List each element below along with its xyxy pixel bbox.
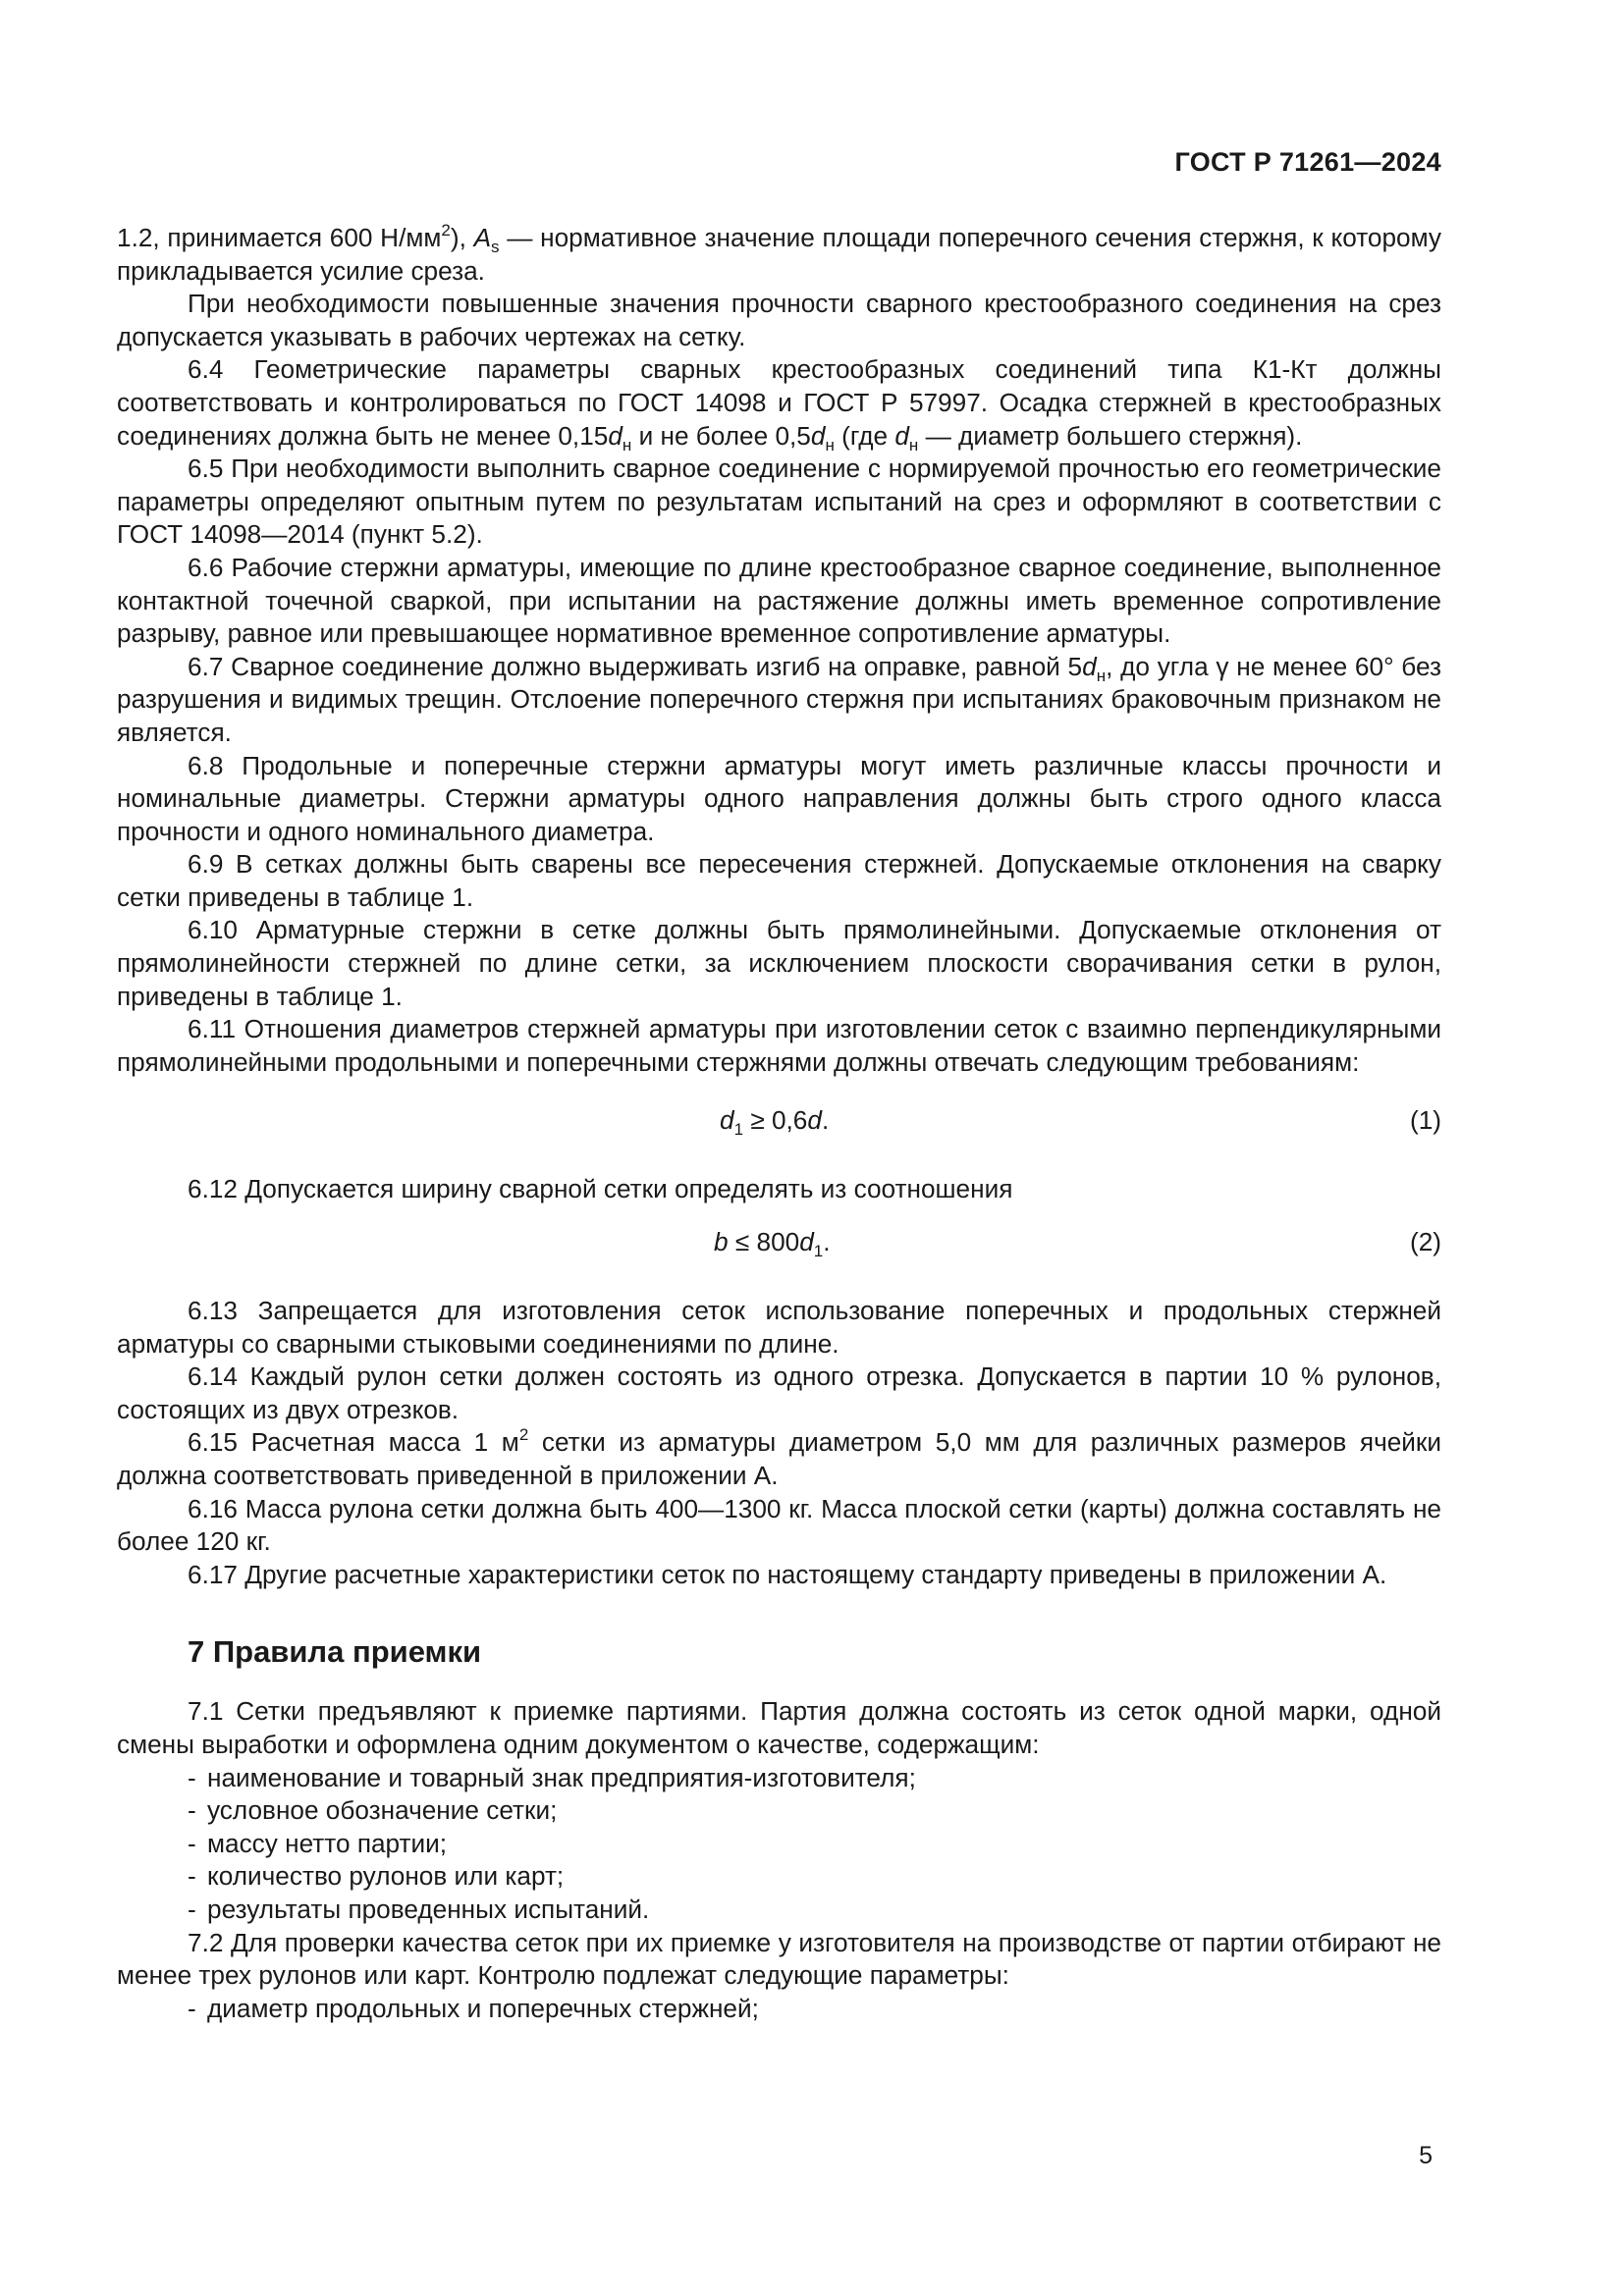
list-item: - результаты проведенных испытаний. — [188, 1894, 650, 1924]
formula-2-expression: $b \le 800d_1$. — [714, 1227, 831, 1261]
list-item: - диаметр продольных и поперечных стержней; — [188, 1993, 759, 2023]
paragraph-6-10: 6.10 Арматурные стержни в сетке должны быть прямолинейными. Допускаемые отклонения от прямолинейности стержней по длине сетки, за исключением плоскости сворачивания сетки в рулон, приведены в таблице 1. — [117, 915, 1441, 1011]
paragraph-7-2: 7.2 Для проверки качества сеток при их приемке у изготовителя на производстве от партии отбирают не менее трех рулонов или карт. Контролю подлежат следующие параметры: — [117, 1927, 1441, 1991]
paragraph-6-4: 6.4 Геометрические параметры сварных крестообразных соединений типа К1-Кт должны соответствовать и контролироваться по ГОСТ 14098 и ГОСТ Р 57997. Осадка стержней в крестообразных соединениях должна быть не менее $0,15d_н$ и не более $0,5d_н$ (где $d_н$ — диаметр большего стержня). — [117, 354, 1441, 454]
paragraph-6-12: 6.12 Допускается ширину сварной сетки определять из соотношения — [188, 1174, 1013, 1204]
paragraph-6-8: 6.8 Продольные и поперечные стержни арматуры могут иметь различные классы прочности и номинальные диаметры. Стержни арматуры одного направления должны быть строго одного класса прочности и одного номинального диаметра. — [117, 750, 1441, 846]
document-code-header: ГОСТ Р 71261—2024 — [1174, 147, 1441, 177]
list-item: - наименование и товарный знак предприятия-изготовителя; — [188, 1762, 916, 1792]
formula-1 — [117, 1104, 1441, 1138]
paragraph-6-17: 6.17 Другие расчетные характеристики сеток по настоящему стандарту приведены в приложении А. — [188, 1559, 1387, 1589]
list-item: - массу нетто партии; — [188, 1828, 448, 1858]
paragraph-continuation: 1.2, принимается 600 $Н/мм^2$), $A_s$ — нормативное значение площади поперечного сечения стержня, к которому прикладывается усилие среза. — [117, 221, 1441, 286]
formula-2 — [117, 1226, 1441, 1259]
formula-2-number: (2) — [1409, 1227, 1441, 1257]
list-item: - условное обозначение сетки; — [188, 1795, 558, 1826]
paragraph-6-11: 6.11 Отношения диаметров стержней арматуры при изготовлении сеток с взаимно перпендикулярными прямолинейными продольными и поперечными стержнями должны отвечать следующим требованиям: — [117, 1014, 1441, 1077]
paragraph-6-7: 6.7 Сварное соединение должно выдерживать изгиб на оправке, равной $5d_н$, до угла γ не менее 60° без разрушения и видимых трещин. Отслоение поперечного стержня при испытаниях браковочным признаком не является. — [117, 651, 1441, 747]
paragraph-6-15: 6.15 Расчетная масса 1 $м^2$ сетки из арматуры диаметром 5,0 мм для различных размеров ячейки должна соответствовать приведенной в приложении А. — [117, 1425, 1441, 1490]
paragraph-7-1: 7.1 Сетки предъявляют к приемке партиями. Партия должна состоять из сеток одной марки, одной смены выработки и оформлена одним документом о качестве, содержащим: — [117, 1696, 1441, 1759]
list-item: - количество рулонов или карт; — [188, 1861, 565, 1892]
paragraph-6-13: 6.13 Запрещается для изготовления сеток использование поперечных и продольных стержней арматуры со сварными стыковыми соединениями по длине. — [117, 1296, 1441, 1359]
paragraph-shear-strength: При необходимости повышенные значения прочности сварного крестообразного соединения на срез допускается указывать в рабочих чертежах на сетку. — [117, 289, 1441, 351]
formula-1-number: (1) — [1409, 1105, 1441, 1136]
page-number: 5 — [1419, 2142, 1433, 2169]
list-7-2 — [117, 1993, 1441, 2026]
section-7-title: 7 Правила приемки — [188, 1634, 482, 1670]
list-7-1 — [117, 1762, 1441, 1927]
page-content — [117, 222, 1441, 2025]
paragraph-6-6: 6.6 Рабочие стержни арматуры, имеющие по длине крестообразное сварное соединение, выполненное контактной точечной сваркой, при испытании на растяжение должны иметь временное сопротивление разрыву, равное или превышающее нормативное временное сопротивление арматуры. — [117, 552, 1441, 649]
paragraph-6-5: 6.5 При необходимости выполнить сварное соединение с нормируемой прочностью его геометрические параметры определяют опытным путем по результатам испытаний на срез и оформляют в соответствии с ГОСТ 14098—2014 (пункт 5.2). — [117, 454, 1441, 550]
paragraph-6-14: 6.14 Каждый рулон сетки должен состоять из одного отрезка. Допускается в партии 10 % рулонов, состоящих из двух отрезков. — [117, 1362, 1441, 1424]
paragraph-6-9: 6.9 В сетках должны быть сварены все пересечения стержней. Допускаемые отклонения на сварку сетки приведены в таблице 1. — [117, 849, 1441, 912]
formula-1-expression: $d_1 \ge 0,6d$. — [720, 1105, 830, 1140]
paragraph-6-16: 6.16 Масса рулона сетки должна быть 400—1300 кг. Масса плоской сетки (карты) должна составлять не более 120 кг. — [117, 1493, 1441, 1557]
